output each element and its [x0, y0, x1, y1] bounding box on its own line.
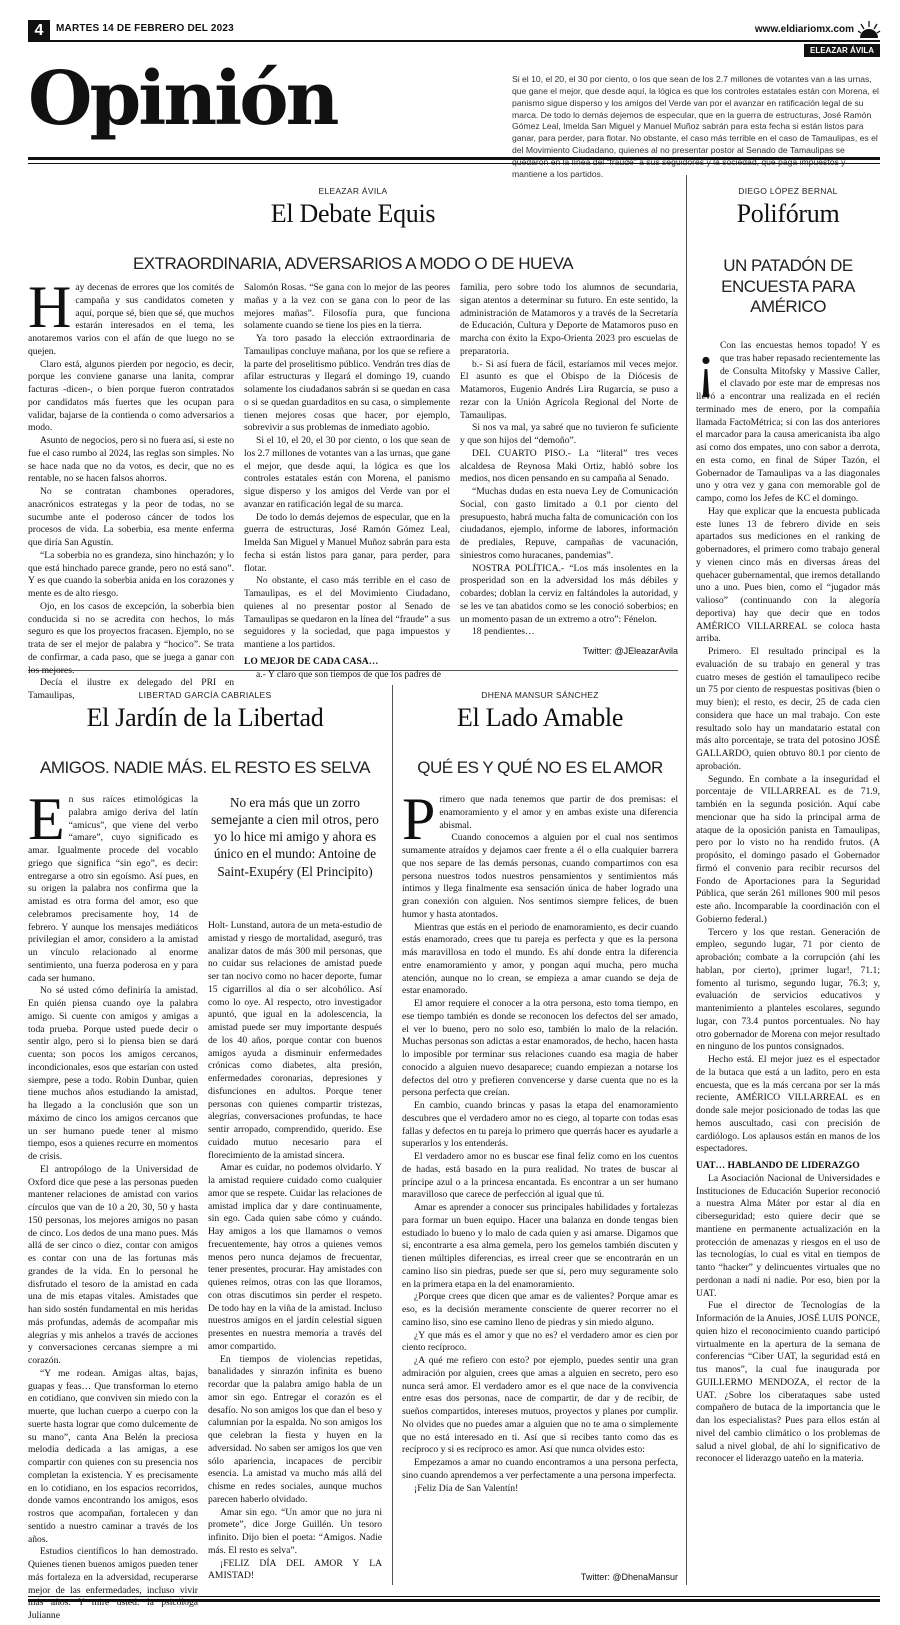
paragraph: Salomón Rosas. “Se gana con lo mejor de las peores mañas y a la vez con se gana con lo peor de las mejores mañas”. Filosofía pura, que funciona solamente cuando se tiene los pies en la tierra. [244, 282, 450, 332]
paragraph: a.- Y claro que son tiempos de que los padres de [256, 668, 441, 680]
paragraph: Amar es cuidar, no podemos olvidarlo. Y la amistad requiere cuidado como cualquier amor que se respete. Cuidar las relaciones de amistad implica dar y dare continuamente, sin ego. Cada quien sabe cómo y cuándo. Hay amigos a los que llamamos o vemos frecuentemente, hay otros a quienes vemos menos pero nunca dejamos de frecuentar, tener presentes, procurar. Hay amistades con quienes reímos, otras con las que lloramos, con otras discutimos sin perder el respeto. De todo hay en la viña de la amistad. Incluso nuestros amigos en el jardín celestial siguen presentes en nuestra memoria a través del amor compartido. [208, 1162, 382, 1352]
paragraph: No sé usted cómo definiría la amistad. En quién piensa cuando oye la palabra amigo. Si cuente con amigos y amigas a toda prueba. Porque usted puede decir o sentir algo, pero si lo piensa bien se dará cuenta; son pocos los amigos cercanos, incondicionales, esos que estarían con usted siempre, pese a todo. Robin Dunbar, quien tiene muchos años estudiando la amistad, ha llegado a la conclusión que son un máximo de cinco los amigos cercanos que un ser humano puede tener al mismo tiempo, esos a quienes recurre en momentos de crisis. [28, 985, 198, 1162]
paragraph: Amar es aprender a conocer sus principales habilidades y fortalezas para formar un buen equipo. Hacer una balanza en donde tengas bien estudiado lo bueno y lo malo de cada quien y asi amarse. Digamos que si, encontrarte a esa alma gemela, pero los gemelos también discuten y tienen múltiples diferencias, es irreal creer que se encontrarán en un camino liso sin piedras, puede ser que sí, pero muy seguramente solo en la primera etapa en la del enamoramiento. [402, 1202, 678, 1290]
drop-cap: P [402, 786, 436, 852]
paragraph: Segundo. En combate a la inseguridad el porcentaje de VILLARREAL es de 71.9, también en la segunda posición. Aquí cabe mencionar que ha sido la principal arma de ataque de la oposición panista en Tamaulipas, pero por lo visto no ha rendido frutos. (A propósito, el domingo pasado el Gobernador firmó el convenio para recibir recursos del Fondo de Aportaciones para la Seguridad Pública, que serán 261 millones 900 mil pesos este año. Incomparable la coordinación con el Gobierno federal.) [696, 773, 880, 925]
paragraph: Cuando conocemos a alguien por el cual nos sentimos sumamente atraídos y dejamos caer frente a él o ella cualquier barrera que nos separe de las demás personas, cuando compartimos con esa persona nuestros todos nuestros pensamientos y sentimientos más íntimos y llega finalmente esa sensación única de haber logrado una gran conexión con alguien. Nos sentimos siempre felices, de buen humor y hasta atontados. [402, 832, 678, 920]
paragraph: De todo lo demás dejemos de especular, que en la guerra de estructuras, José Ramón Gómez Leal, Imelda San Miguel y Manuel Muñoz sabrán para esta fecha si están listos para ganar, para perder, para flotar. [244, 511, 450, 574]
paragraph: Primero. El resultado principal es la evaluación de su trabajo en general y tras cuatro meses de gestión el tamaulipeco recibe un 75 por ciento de respuestas positivas (bien o muy bien); el resto, es decir, 25 de cada cien considera que hace un mal trabajo. Con este resultado solo hay un mandatario estatal con más alto porcentaje, se trata del potosino JOSÉ GALLARDO, quien obtuvo 80.1 por ciento de aprobación. [696, 646, 880, 772]
page-number: 4 [28, 20, 50, 42]
paragraph: 18 pendientes… [472, 626, 535, 638]
drop-cap: ¡ [696, 332, 716, 398]
subheading: UAT… HABLANDO DE LIDERAZGO [696, 1160, 860, 1171]
masthead-rule [28, 157, 880, 160]
paragraph: DEL CUARTO PISO.- La “literal” tres veces alcaldesa de Reynosa Maki Ortiz, habló sobre los medios, nos dicen pensando en su campaña al Senado. [460, 447, 678, 485]
author-tag: ELEAZAR ÁVILA [804, 44, 880, 57]
paragraph: Hecho está. El mejor juez es el espectador de la butaca que está a un ladito, pero en esta encuesta, que es la más cercana por ser la más reciente, AMÉRICO VILLARREAL es en donde sale mejor posicionado de todas las que hemos auscultado, casi con precisión de cardiólogo. Los aplausos están en manos de los espectadores. [696, 1054, 880, 1155]
paragraph: ¡FELIZ DÍA DEL AMOR Y LA AMISTAD! [208, 1557, 382, 1582]
paragraph: familia, pero sobre todo los alumnos de secundaria, sigan atentos a determinar su futuro. En este sentido, la administración de Matamoros y a través de la Secretaría de Educación, Cultura y Deporte de Matamoros puso en marcha con éxito la Expo-Orienta 2023 pro escuelas de preparatoria. [460, 282, 678, 357]
paragraph: Ojo, en los casos de excepción, la soberbia bien conducida si no se acredita con hechos, lo más seguro es que los proyectos fracasen. Ejemplo, no se trata de ser el mejor de palabra y “hocico”. Se trata de confirmar, a cada paso, que se juega a ganar con los mejores. [28, 600, 234, 676]
paragraph: ¿Y que más es el amor y que no es? el verdadero amor es cien por ciento recíproco. [402, 1329, 678, 1354]
paragraph: ¿Porque crees que dicen que amar es de valientes? Porque amar es eso, es la decisión meramente consciente de querer recorrer no el camino liso, sino ese camino lleno de piedras y sin miedo alguno. [402, 1291, 678, 1328]
amable-byline: DHENA MANSUR SÁNCHEZ [481, 690, 599, 700]
jardin-title: El Jardín de la Libertad [86, 703, 324, 732]
paragraph: Asunto de negocios, pero si no fuera así, si este no fue el caso rumbo al 2024, las reglas son simples. No se hace nada que no da votos, es decir, que no es rentable, no se hacen falsos ahorros. [28, 435, 234, 485]
paragraph: Empezamos a amar no cuando encontramos a una persona perfecta, sino cuando aprendemos a ver perfectamente a una persona imperfecta. [402, 1457, 678, 1481]
paragraph: Tercero y los que restan. Generación de empleo, segundo lugar, 71 por ciento de aprobación; combate a la corrupción (ahí les hablan, por cierto), ¡primer lugar!, 71.1; fomento al turismo, segundo lugar, 76.3; y, evaluación de servicios educativos y mantenimiento a planteles escolares, segundo lugar, con 73.4 puntos porcentuales. No hay otro gobernador de Morena con mejor resultado en ninguno de los puntos consignados. [696, 926, 880, 1053]
pull-quote: No era más que un zorro semejante a cien mil otros, pero yo lo hice mi amigo y ahora es único en el mundo: Antoine de Saint-Exupéry (El Principito) [211, 795, 379, 879]
paragraph: Claro está, algunos pierden por negocio, es decir, porque les conviene ganarse una lanita, comprar facturas -dicen-, o bien porque fueron contratados por candidatos más fuertes que les ocupan para validar, bajarse de la contienda o como adversarios a modo. [28, 358, 234, 434]
paragraph: rimero que nada tenemos que partir de dos premisas: el enamoramiento y el amor y en ambas existe una diferencia abismal. [439, 794, 678, 831]
masthead-excerpt: Si el 10, el 20, el 30 por ciento, o los que sean de los 2.7 millones de votantes van a las urnas, que gane el mejor, que desde aquí, la lógica es que los controles estatales están con Morena, el panismo sigue disperso y los amigos del Verde van por el avanzar en ratificación legal de su marca. De todo lo demás dejemos de especular, que en la guerra de estructuras, José Ramón Gómez Leal, Imelda San Miguel y Manuel Muñoz sabrán para esta fecha si están listos para ganar, para perder, para flotar. No obstante, el caso más terrible en el caso de Tamaulipas, es el del Movimiento Ciudadano, quienes al no presentar postor al Senado de Tamaulipas se mantiene a los partidos. [512, 74, 879, 179]
paragraph: NOSTRA POLÍTICA.- “Los más insolentes en la prosperidad son en la adversidad los más débiles y cobardes; doblan la cerviz en faltándoles la autoridad, y se les ve tan abatidos como se les conoció soberbios; en un momento pasan de un extremo a otro”: Fénelon. [460, 562, 678, 625]
paragraph: Fue el director de Tecnologías de la Información de la Anuies, JOSÉ LUIS PONCE, quien hizo el reconocimiento cuando participó virtualmente en la apertura de la semana de conferencias “Ciber UAT, la seguridad está en tus manos”, la cual fue inaugurada por GUILLERMO MENDOZA, el rector de la UAT. ¿Sobre los ciberataques sabe usted compañero de butaca de la importancia que le dan los especialistas? Pues para ellos están al nivel del cambio climático o los problemas de salud a nivel global, de ahí lo significativo de reconocer el liderazgo uateño en la materia. [696, 1300, 880, 1465]
debate-twitter-handle[interactable]: Twitter: @JEleazarAvila [582, 646, 678, 656]
jardin-column-1 [28, 786, 198, 1621]
paragraph: “La soberbia no es grandeza, sino hinchazón; y lo que está hinchado parece grande, pero no está sano”. Y es que cuando la soberbia anida en los corazones y mente es de alto riesgo. [28, 549, 234, 599]
jardin-column-2 [208, 920, 382, 1590]
paragraph: ¡Feliz Día de San Valentín! [414, 1482, 519, 1494]
paragraph: Amar sin ego. “Un amor que no jura ni promete”, dice Jorge Guillén. Un tesoro infinito. Dijo bien el poeta: “Amigos. Nadie más. El resto es selva”. [208, 1506, 382, 1556]
paragraph: No se contratan chambones operadores, anacrónicos estrategas y la peor de todas, no se sucumbe ante el poderoso cáncer de todos los procesos de vida. La soberbia, esa mente enferma que diría San Agustín. [28, 486, 234, 548]
issue-date: MARTES 14 DE FEBRERO DEL 2023 [56, 23, 234, 34]
footer-rule [28, 1596, 880, 1602]
paragraph: La Asociación Nacional de Universidades e Instituciones de Educación Superior reconoció a nuestra Alma Máter por estar al día en ciberseguridad; esto quiere decir que se mantiene en permanente actualización en la protección de amenazas y riesgos en el uso de las tecnologías, lo cual es vital en tiempos de tanto “hacker” y delincuentes virtuales que no perdonan a nadi ni nadie. Por eso, bien por la UAT. [696, 1172, 880, 1299]
debate-title: El Debate Equis [270, 199, 436, 228]
column-divider [686, 175, 687, 1585]
paragraph: Ya toro pasado la elección extraordinaria de Tamaulipas concluye mañana, por los que se refiere a la parte del proselitismo público. Vendrán tres días de afilar estructuras y llegará el domingo 19, cuando solamente los ciudadanos sabrán si se quedan en casa o si se quedan guardaditos en su casa, o simplemente tienen mejores cosas que hacer, por ejemplo, sobrevivir a sus problemas de inmediato agobio. [244, 333, 450, 434]
paragraph: Decía el ilustre ex delegado del PRI en Tamaulipas, [28, 677, 234, 701]
paragraph: Holt- Lunstand, autora de un meta-estudio de amistad y riesgo de mortalidad, aseguró, tras analizar datos de más 300 mil personas, que no cuidar sus relaciones de amistad puede ser tan nocivo como no hacer deporte, fumar 15 cigarrillos al día o ser alcohólico. Así como lo oye. Al respecto, otro investigador apuntó, que igual en la adolescencia, la amistad puede ser muy importante después de los 40 años, porque contar con buenos amigos ayuda a disminuir enfermedades crónicas como diabetes, alta presión, enfermedades coronarias, depresiones y disfunciones en adultos. Porque tener personas con quienes compartir tristezas, alegrías, conversaciones profundas, te hace sentir arropado, comprendido, querido. Ese cuidado mutuo necesario para el florecimiento de la amistad sincera. [208, 920, 382, 1161]
paragraph: No obstante, el caso más terrible en el caso de Tamaulipas, es el del Movimiento Ciudadano, quienes al no presentar postor al Senado de Tamaulipas se quedaron en la línea del “fraude” a sus seguidores y la sociedad, que paga impuestos y mantiene a los partidos. [244, 575, 450, 650]
paragraph: En tiempos de violencias repetidas, banalidades y sinrazón infinita es bueno recordar que la palabra amigo habla de un amor sin ego. Entregar el corazón es el desafío. No son amigos los que dan el beso y calumnian por la espalda. No son amigos los que celebran la fiesta y huyen en la adversidad. No saben ser amigos los que ven sólo apariencia, incapaces de percibir esencia. La amistad va mucho más allá del chisme en redes sociales, aunque muchos parecen haberlo olvidado. [208, 1353, 382, 1505]
jardin-byline: LIBERTAD GARCÍA CABRIALES [138, 690, 272, 700]
paragraph: Mientras que estás en el periodo de enamoramiento, es decir cuando estás enamorado, crees que tu pareja es perfecta y que es la persona más maravillosa en todo el mundo. Es ahí donde entra la diferencia entre enamoramiento y amor, y pongan aquí mucha, pero mucha atención, aunque no lo crean, se empieza a amar cuando se deja de estar enamorado. [402, 921, 678, 997]
paragraph: ¿A qué me refiero con esto? por ejemplo, puedes sentir una gran admiración por alguien, crees que amas a alguien en secreto, pero eso nunca será amor. El verdadero amor es el que nace de la convivencia entre esas dos personas, nace de compartir, de dar y de recibir, de sueños compartidos, intereses mutuos, proyectos y planes por cumplir. No olvides que no puedes amar a alguien que no te ama o simplemente que no está interesado en ti. Así que si recibes tanto como das es recíproco y si es recíproco es amor. Así que nunca olvides esto: [402, 1355, 678, 1456]
jardin-subtitle: AMIGOS. NADIE MÁS. EL RESTO ES SELVA [40, 758, 370, 777]
paragraph: Hay que explicar que la encuesta publicada este lunes 13 de febrero divide en seis apartados sus mediciones en el ranking de gobernadores, el primero como trabajo general y vienen cinco más en diversas áreas del quehacer gubernamental, que iremos detallando uno a uno. Pues bien, como el “jugador más valioso” (continuando con la alegoría deportiva) hay que decir que en todos AMÉRICO VILLARREAL se coloca hasta arriba. [696, 505, 880, 645]
site-url[interactable]: www.eldiariomx.com [754, 24, 854, 35]
column-divider [392, 685, 393, 1585]
amable-title: El Lado Amable [456, 703, 624, 732]
paragraph: En cambio, cuando brincas y pasas la etapa del enamoramiento descubres que el verdadero amor no es ciego, al toparte con todas esas fallas y defectos en tu pareja lo primero que querrás hacer es ayudarle a superarlos y los entenderás. [402, 1100, 678, 1150]
paragraph: Con las encuestas hemos topado! Y es que tras haber repasado recientemente las de Consulta Mitofsky y Massive Caller, el clavado por este mar de empresas nos llevó a encontrar una realizada en el recién terminado mes de enero, por la compañía llamada FactoMétrica; si con las dos anteriores el marcador para la causa americanista iba algo así como dos empates, uno con sabor a derrota, en esta como, en final de Súper Tazón, el Gobernador de Tamaulipas va a las diagonales uno y otra vez y gana con memorable gol de campo, como los Jefes de KC el domingo. [696, 340, 880, 504]
paragraph: “Y me rodean. Amigas altas, bajas, guapas y feas… Que transforman lo eterno en cotidiano, que conviven sin miedo con la muerte, que luchan cuerpo a cuerpo con la suerte hasta lograr que como dulcemente de su mano”, canta Ana Belén la preciosa melodía dedicada a las amigas, a ese compartir con quienes con su presencia nos completan la existencia. Y es precisamente en lo cotidiano, en los espacios recorridos, donde vamos encontrando los amigos, esos rostros que acompañan, fortalecen y dan sentido a nuestro caminar a través de los años. [28, 1367, 198, 1545]
amable-subtitle: QUÉ ES Y QUÉ NO ES EL AMOR [417, 758, 663, 777]
subheading: LO MEJOR DE CADA CASA… [244, 655, 379, 667]
poliforum-subtitle: UN PATADÓN DE ENCUESTA PARA AMÉRICO [721, 256, 855, 317]
paragraph: n sus raíces etimológicas la palabra amigo deriva del latín “amicus”, que viene del verbo “amare”, cuyo significado es amar. Igualmente procede del vocablo griego que significa “sin ego”, es decir: entregarse a otro sin egoísmo. Así pues, en su origen la palabra nos confirma que la amistad es otra forma del amor, eso que celebramos precisamente hoy, 14 de febrero. Y aunque los mensajes mediáticos privilegian el amor, considero a la amistad un vínculo relacionado al enorme sentimiento, una fuerza poderosa en y para cada ser humano. [28, 794, 198, 984]
drop-cap: H [28, 274, 72, 340]
debate-byline: ELEAZAR ÁVILA [318, 186, 388, 196]
paragraph: b.- Si así fuera de fácil, estaríamos mil veces mejor. El asunto es que el Obispo de la Diócesis de Matamoros, Eugenio Andrés Lira Rugarcía, se puso a rezar con la Unión Agrícola Regional del Norte de Tamaulipas. [460, 358, 678, 421]
paragraph: Si nos va mal, ya sabré que no tuvieron fe suficiente y que son hijos del “demoño”. [460, 422, 678, 446]
debate-column-3 [460, 282, 678, 638]
sun-logo-icon [858, 20, 880, 40]
paragraph: “Muchas dudas en esta nueva Ley de Comunicación Social, con gasto limitado a 0.1 por ciento del presupuesto, habrá mucha falta de comunicación con los ciudadanos, ejemplo, informe de labores, información de prediales, Repuve, campañas de vacunación, siniestros como huracanes, pandemias”. [460, 486, 678, 561]
debate-column-2 [244, 282, 450, 680]
paragraph: El amor requiere el conocer a la otra persona, esto toma tiempo, en ese tiempo también es donde se reconocen los defectos del ser amado, el ver lo bueno, pero no solo eso, también lo malo de la relación. Muchas personas son adictas a estar enamorados, de hecho, hacen hasta lo imposible por terminar sus relaciones cuando esa magia de haber conocido a alguien nuevo desaparece; cuando empiezan a notarse los defectos del otro y prefieren convencerse y darse cuenta que no es la persona perfecta que creían. [402, 998, 678, 1099]
paragraph: Si el 10, el 20, el 30 por ciento, o los que sean de los 2.7 millones de votantes van a las urnas, que gane el mejor, que desde aquí, la lógica es que los controles estatales están con Morena, el panismo sigue disperso y los amigos del Verde van por el avanzar en ratificación legal de su marca. [244, 435, 450, 510]
paragraph: Estudios científicos lo han demostrado. Quienes tienen buenos amigos pueden tener más fortaleza en la adversidad, recuperarse mejor de las enfermedades, incluso vivir más años. Y mire usted: la psicóloga Julianne [28, 1546, 198, 1621]
debate-subtitle: EXTRAORDINARIA, ADVERSARIOS A MODO O DE HUEVA [132, 254, 574, 273]
poliforum-title: Polifórum [736, 199, 840, 228]
drop-cap: E [28, 786, 65, 852]
section-title: Opinión [28, 56, 337, 142]
masthead-rule-thin [28, 163, 880, 164]
amable-column [402, 786, 678, 1564]
top-bar [28, 20, 880, 42]
paragraph: El antropólogo de la Universidad de Oxford dice que pese a las personas pueden mantener relaciones de amistad con varios círculos que van de 10 a 20, 30, 50 y hasta 150 personas, los mejores amigos no pasan de cinco. Los dedos de una mano pues. Más allá de ser cinco o diez, contar con amigos es contar con una de las fortunas más grandes de la vida. En lo personal he disfrutado el tesoro de la amistad en cada una de mis etapas vitales. Amistades que han sido sostén fundamental en mis heridas más profundas, además de acompañar mis alegrías y mis anhelos a través de acciones y conversaciones cercanas siempre a mi corazón. [28, 1163, 198, 1366]
paragraph: El verdadero amor no es buscar ese final feliz como en los cuentos de hadas, está basado en la pura realidad. No trates de buscar al príncipe azul o a la princesa encantada. Es encontrar a un ser humano maravilloso que carece de perfección al igual que tú. [402, 1151, 678, 1201]
poliforum-byline: DIEGO LÓPEZ BERNAL [738, 186, 838, 196]
paragraph: ay decenas de errores que los comités de campaña y sus candidatos cometen y aquí, porque sé, bien que sé, que muchos estarán interesados en el tema, les anotaremos varios con el afán de que luego no se quejen. [28, 282, 234, 357]
poliforum-column [696, 332, 880, 1585]
amable-twitter-handle[interactable]: Twitter: @DhenaMansur [580, 1572, 678, 1582]
